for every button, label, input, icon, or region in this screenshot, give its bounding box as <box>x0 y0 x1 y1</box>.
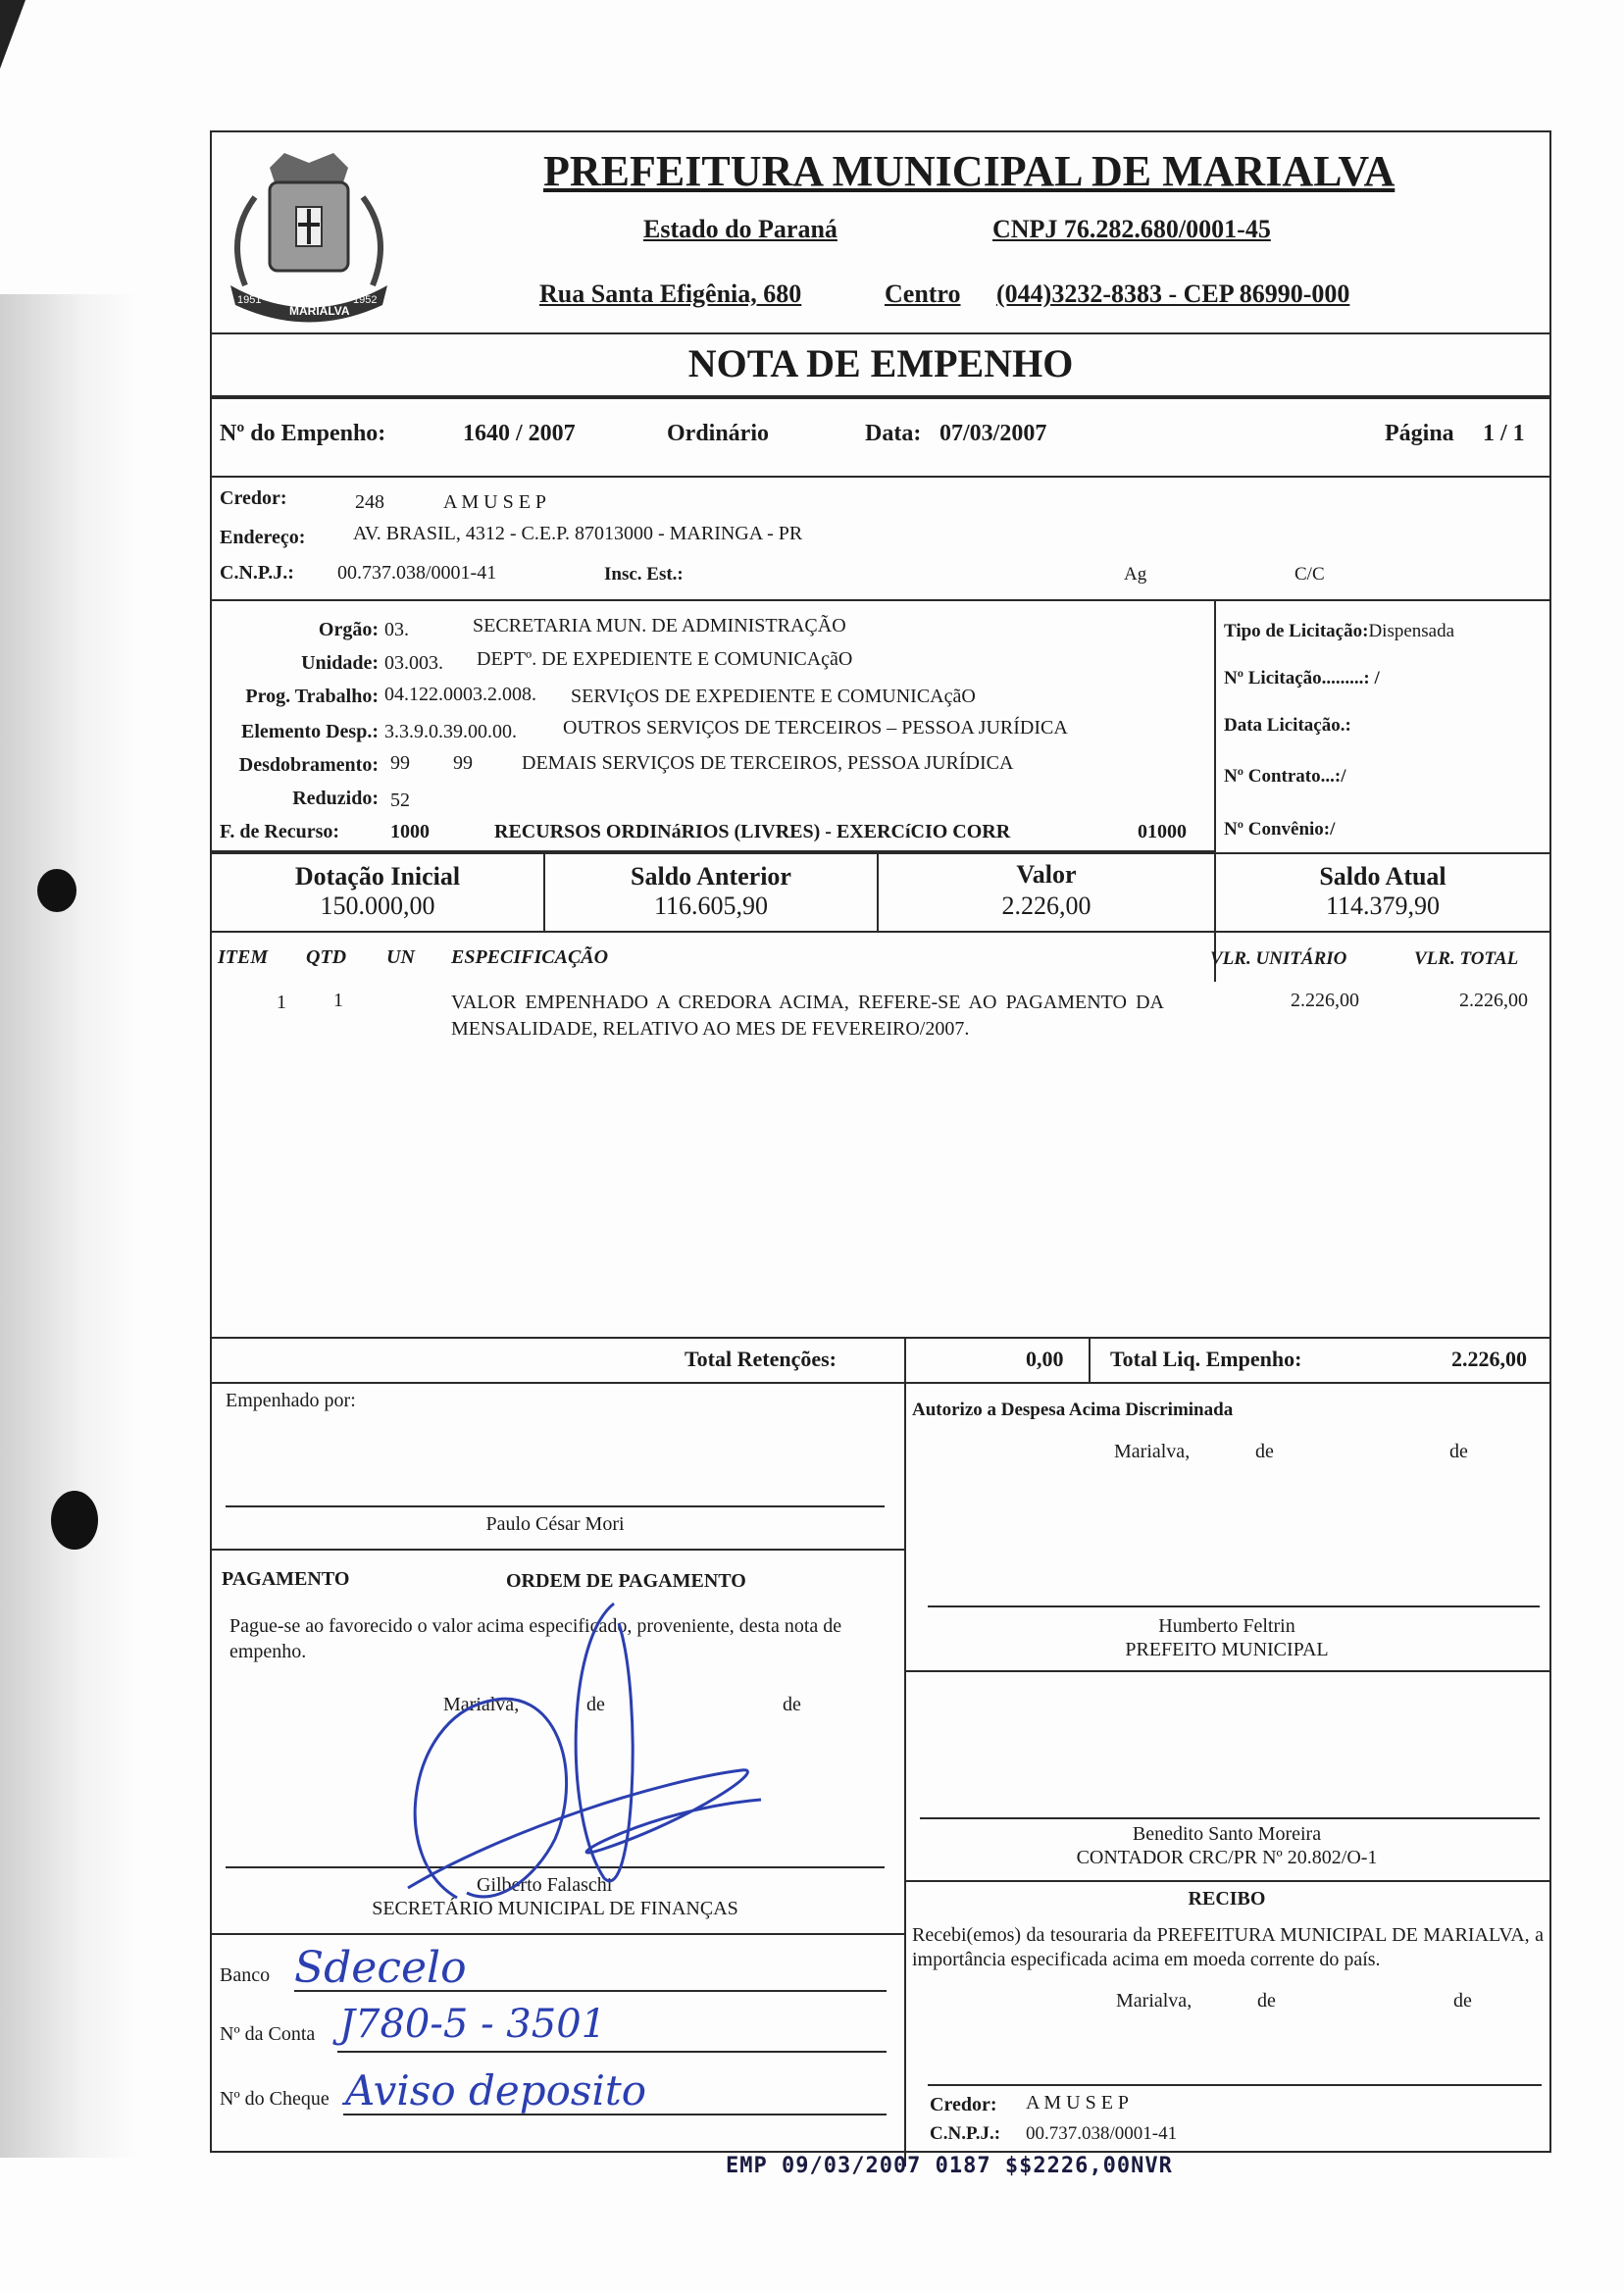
banco-label: Banco <box>220 1964 271 1986</box>
punch-hole-bottom <box>51 1491 98 1550</box>
divider <box>1089 1337 1091 1382</box>
saldo-atual-label: Saldo Atual <box>1319 862 1446 891</box>
divider <box>212 931 1549 933</box>
valor-label: Valor <box>1016 860 1077 889</box>
unidade-name: DEPTº. DE EXPEDIENTE E COMUNICAçãO <box>477 648 853 670</box>
secretario-name: Gilberto Falaschi <box>477 1874 613 1896</box>
dotacao-inicial-label: Dotação Inicial <box>294 862 461 891</box>
address-label: Endereço: <box>220 527 306 548</box>
secretario-role: SECRETÁRIO MUNICIPAL DE FINANÇAS <box>372 1898 738 1919</box>
divider <box>1214 599 1216 982</box>
credor-address: AV. BRASIL, 4312 - C.E.P. 87013000 - MARINGA - PR <box>353 523 803 544</box>
document-title: NOTA DE EMPENHO <box>687 341 1074 385</box>
item-unit-value: 2.226,00 <box>1291 990 1359 1011</box>
divider <box>212 1382 1549 1384</box>
recibo-title: RECIBO <box>1188 1888 1266 1910</box>
recibo-de-1: de <box>1257 1990 1276 2012</box>
cc-label: C/C <box>1294 564 1325 585</box>
orgao-label: Orgão: <box>318 619 379 640</box>
saldo-atual-value: 114.379,90 <box>1325 892 1441 920</box>
prefeito-name: Humberto Feltrin <box>1158 1615 1295 1637</box>
pagamento-place: Marialva, <box>443 1694 520 1715</box>
recibo-place: Marialva, <box>1116 1990 1193 2012</box>
item-specification: VALOR EMPENHADO A CREDORA ACIMA, REFERE-SE AO PAGAMENTO DA MENSALIDADE, RELATIVO AO MES DE FEVEREIRO/2007. <box>451 992 1164 1040</box>
vlr-unit-col-header: VLR. UNITÁRIO <box>1210 948 1347 969</box>
state-label: Estado do Paraná <box>643 215 837 243</box>
divider <box>212 1933 904 1935</box>
cheque-label: Nº do Cheque <box>220 2088 330 2110</box>
divider <box>904 1337 906 2166</box>
prefeitura-district: Centro <box>885 280 961 308</box>
insc-est-label: Insc. Est.: <box>604 564 684 585</box>
conta-handwritten: J780-5 - 3501 <box>339 2002 607 2047</box>
credor-cnpj: 00.737.038/0001-41 <box>337 562 497 584</box>
total-liquido-label: Total Liq. Empenho: <box>1110 1347 1302 1371</box>
prog-trabalho-name: SERVIçOS DE EXPEDIENTE E COMUNICAçãO <box>571 686 976 707</box>
autorizo-de-2: de <box>1449 1441 1468 1462</box>
divider <box>212 1549 904 1551</box>
saldo-anterior-value: 116.605,90 <box>653 892 769 920</box>
recibo-cnpj-label: C.N.P.J.: <box>930 2123 1001 2144</box>
divider <box>904 1670 1549 1672</box>
divider <box>212 476 1549 478</box>
credor-code: 248 <box>355 491 384 513</box>
orgao-code: 03. <box>384 619 409 640</box>
autorizo-title: Autorizo a Despesa Acima Discriminada <box>912 1400 1234 1420</box>
item-number: 1 <box>277 992 286 1013</box>
divider <box>212 599 1549 601</box>
total-retencoes-label: Total Retenções: <box>685 1347 837 1371</box>
elemento-code: 3.3.9.0.39.00.00. <box>384 721 517 742</box>
secretario-signature-drawing <box>349 1584 839 1917</box>
convenio-number: Nº Convênio:/ <box>1224 819 1336 840</box>
signature-line <box>920 1817 1540 1819</box>
prog-trabalho-code: 04.122.0003.2.008. <box>384 684 536 705</box>
total-retencoes-value: 0,00 <box>1026 1347 1064 1371</box>
divider <box>212 1337 1549 1339</box>
unidade-label: Unidade: <box>301 652 379 674</box>
licitacao-date: Data Licitação.: <box>1224 715 1351 736</box>
autorizo-place: Marialva, <box>1114 1441 1191 1462</box>
empenhado-por-label: Empenhado por: <box>226 1390 356 1411</box>
punch-hole-top <box>37 869 76 912</box>
page-label: Página <box>1385 421 1454 446</box>
item-qtd: 1 <box>333 990 343 1011</box>
conta-label: Nº da Conta <box>220 2023 316 2045</box>
pagamento-de-2: de <box>783 1694 801 1715</box>
svg-text:1951: 1951 <box>237 294 262 306</box>
divider <box>212 852 1549 854</box>
saldo-anterior-label: Saldo Anterior <box>631 862 791 891</box>
ag-label: Ag <box>1124 564 1147 585</box>
desdobramento-name: DEMAIS SERVIÇOS DE TERCEIROS, PESSOA JURÍDICA <box>522 752 1014 774</box>
recibo-credor-name: A M U S E P <box>1026 2092 1130 2114</box>
total-liquido-value: 2.226,00 <box>1451 1347 1527 1371</box>
desdobramento-code-1: 99 <box>390 752 410 774</box>
scan-shadow <box>0 294 137 2158</box>
desdobramento-label: Desdobramento: <box>238 754 379 776</box>
pagamento-de-1: de <box>586 1694 605 1715</box>
recurso-label: F. de Recurso: <box>220 821 340 842</box>
prefeitura-cnpj: CNPJ 76.282.680/0001-45 <box>992 215 1271 243</box>
tipo-licitacao-value: Dispensada <box>1368 621 1455 641</box>
empenho-number-label: Nº do Empenho: <box>220 421 386 446</box>
spec-col-header: ESPECIFICAÇÃO <box>451 946 609 968</box>
signature-line <box>226 1505 885 1507</box>
banco-handwritten: Sdecelo <box>294 1943 467 1993</box>
pagamento-text: Pague-se ao favorecido o valor acima especificado, proveniente, desta nota de empenho. <box>229 1615 842 1662</box>
page-corner <box>0 0 25 69</box>
svg-text:MARIALVA: MARIALVA <box>289 304 350 318</box>
contador-role: CONTADOR CRC/PR Nº 20.802/O-1 <box>1076 1847 1378 1868</box>
valor-value: 2.226,00 <box>1001 892 1091 920</box>
tipo-licitacao-label-text: Tipo de Licitação: <box>1224 621 1369 641</box>
cnpj-label: C.N.P.J.: <box>220 562 294 584</box>
recibo-cnpj-value: 00.737.038/0001-41 <box>1026 2123 1178 2144</box>
field-line <box>343 2114 887 2115</box>
contador-name: Benedito Santo Moreira <box>1132 1823 1322 1845</box>
item-total-value: 2.226,00 <box>1459 990 1528 1011</box>
dotacao-inicial-value: 150.000,00 <box>320 892 435 920</box>
elemento-label: Elemento Desp.: <box>241 721 379 742</box>
reduzido-value: 52 <box>390 790 410 811</box>
credor-label: Credor: <box>220 487 287 509</box>
nota-de-empenho-form <box>210 130 1551 2153</box>
unidade-code: 03.003. <box>384 652 443 674</box>
licitacao-number: Nº Licitação.........: / <box>1224 668 1380 688</box>
divider <box>212 332 1549 334</box>
page-number: 1 / 1 <box>1483 421 1525 446</box>
prefeitura-address: Rua Santa Efigênia, 680 <box>539 280 802 308</box>
recibo-de-2: de <box>1453 1990 1472 2012</box>
prefeitura-phone-cep: (044)3232-8383 - CEP 86990-000 <box>996 280 1350 308</box>
prefeitura-title: PREFEITURA MUNICIPAL DE MARIALVA <box>543 147 1396 195</box>
signature-line <box>928 1605 1540 1607</box>
divider <box>904 1880 1549 1882</box>
recurso-code-2: 01000 <box>1138 821 1187 842</box>
credor-name: A M U S E P <box>443 491 547 513</box>
recibo-text: Recebi(emos) da tesouraria da PREFEITURA MUNICIPAL DE MARIALVA, a importância especificada acima em moeda corrente do país. <box>912 1924 1544 1970</box>
empenhado-por-name: Paulo César Mori <box>485 1513 625 1535</box>
elemento-name: OUTROS SERVIÇOS DE TERCEIROS – PESSOA JURÍDICA <box>563 717 1068 739</box>
empenho-number: 1640 / 2007 <box>463 421 576 446</box>
item-col-header: ITEM <box>218 946 269 968</box>
qtd-col-header: QTD <box>306 946 347 968</box>
field-line <box>294 1990 887 1992</box>
field-line <box>337 2051 887 2053</box>
orgao-name: SECRETARIA MUN. DE ADMINISTRAÇÃO <box>473 615 846 637</box>
ordem-pagamento-label: ORDEM DE PAGAMENTO <box>506 1570 746 1592</box>
empenho-type: Ordinário <box>667 421 770 446</box>
divider <box>212 395 1549 399</box>
recurso-code: 1000 <box>390 821 430 842</box>
pagamento-label: PAGAMENTO <box>222 1568 350 1590</box>
cheque-handwritten: Aviso deposito <box>345 2066 647 2115</box>
bank-authentication-stamp: EMP 09/03/2007 0187 $$2226,00NVR <box>726 2154 1173 2178</box>
empenho-date: 07/03/2007 <box>939 421 1047 446</box>
recibo-credor-label: Credor: <box>930 2094 997 2115</box>
prog-trabalho-label: Prog. Trabalho: <box>245 686 379 707</box>
autorizo-de-1: de <box>1255 1441 1274 1462</box>
prefeito-role: PREFEITO MUNICIPAL <box>1125 1639 1329 1660</box>
reduzido-label: Reduzido: <box>292 788 379 809</box>
empenho-date-label: Data: <box>865 421 922 446</box>
vlr-total-col-header: VLR. TOTAL <box>1414 948 1519 969</box>
tipo-licitacao-label <box>1224 621 1454 642</box>
recurso-name: RECURSOS ORDINáRIOS (LIVRES) - EXERCíCIO CORR <box>494 821 1011 842</box>
desdobramento-code-2: 99 <box>453 752 473 774</box>
un-col-header: UN <box>386 946 415 968</box>
contrato-number: Nº Contrato...:/ <box>1224 766 1346 787</box>
marialva-crest-logo <box>216 138 402 334</box>
signature-line <box>928 2084 1542 2086</box>
svg-text:1952: 1952 <box>353 294 378 306</box>
